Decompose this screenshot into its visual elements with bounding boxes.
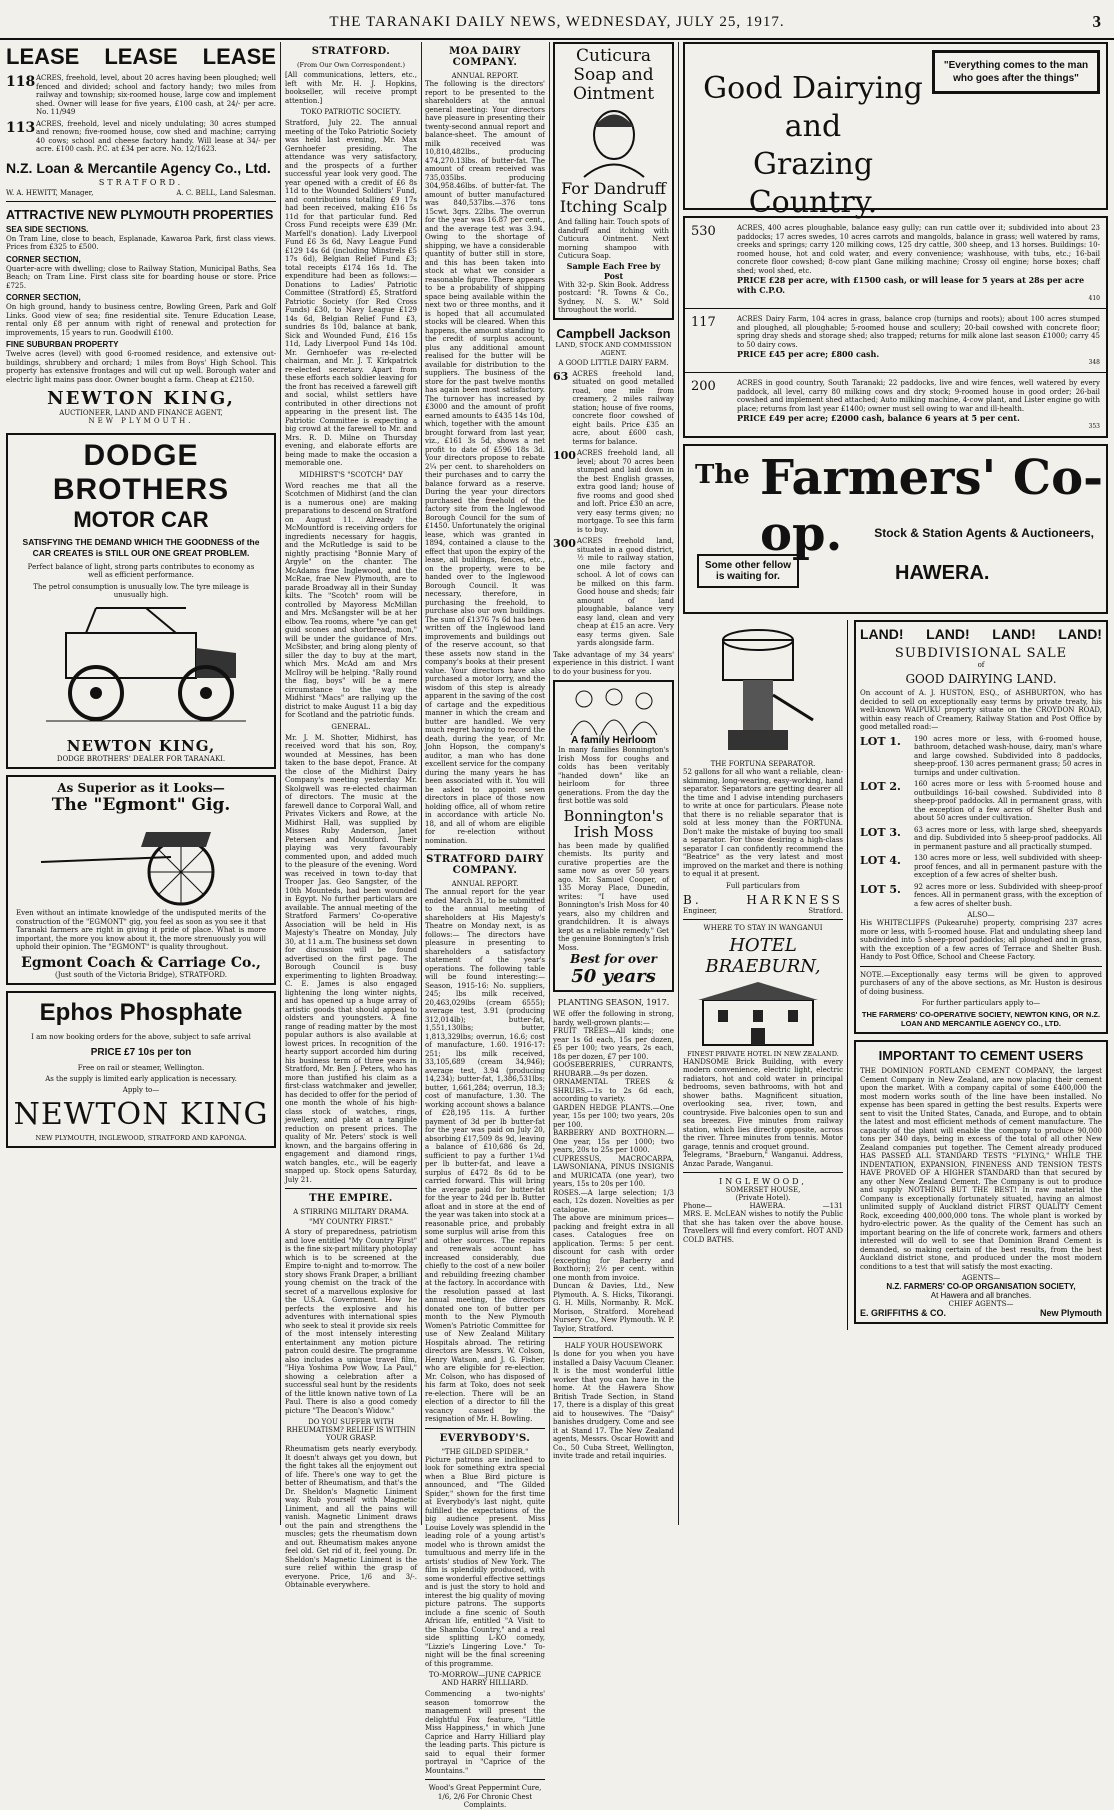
heading-line: and xyxy=(784,109,842,144)
egmont-title: The "Egmont" Gig. xyxy=(51,795,231,815)
column-1 xyxy=(6,42,276,1527)
land-word: LAND! xyxy=(1058,626,1102,642)
section-title: FINE SUBURBAN PROPERTY xyxy=(6,340,119,349)
ephos-towns: NEW PLYMOUTH, INGLEWOOD, STRATFORD AND KAPONGA. xyxy=(35,1133,247,1142)
separator-heading: THE FORTUNA SEPARATOR. xyxy=(710,760,816,768)
stratford-heading: STRATFORD. xyxy=(311,46,391,57)
lot-text: 63 acres more or less, with large shed, sheepyards and dip. Subdivided into 5 sheep-proof paddocks. All in permanent pasture and all practically stumped. xyxy=(914,825,1102,851)
lot-item xyxy=(860,735,1102,778)
farmers-coop-title: Farmers' Co-op. xyxy=(760,450,1104,562)
subheading: TOKO PATRIOTIC SOCIETY. xyxy=(301,108,401,116)
plant-item: CUPRESSUS, MACROCARPA, LAWSONIANA, PINUS INSIGNIS and MURICATA (one year), two years, 15s to 20s per 100. xyxy=(553,1154,674,1188)
hawera: HAWERA. xyxy=(895,562,990,584)
subheading: DO YOU SUFFER WITH RHEUMATISM? RELIEF IS WITHIN YOUR GRASP. xyxy=(286,1418,416,1442)
empire-heading: THE EMPIRE. xyxy=(309,1193,393,1204)
some-other-fellow: Some other fellow is waiting for. xyxy=(697,554,799,588)
egmont-gig-ad xyxy=(6,775,276,985)
inglewood-private: (Private Hotel). xyxy=(735,1194,791,1202)
listing-ref: 353 xyxy=(1088,423,1100,430)
dodge-line: Perfect balance of light, strong parts contributes to economy as well as efficient performance. xyxy=(27,563,255,579)
lease-item xyxy=(6,74,276,117)
dodge-line: The petrol consumption is unusually low. The tyre mileage is unusually high. xyxy=(33,583,249,599)
whitecliffs-text: His WHITECLIFFS (Pukearuhe) property, comprising 237 acres more or less, with 5-roomed house. Flat and undulating sheep land subdivided into 5 sheep-proof paddocks; all ploughed and in grass, with the exception of a few acres of Terrace and Shelter Bush. Handy to Post Office, School and Cheese Factory. xyxy=(860,919,1102,961)
acre-number: 100 xyxy=(553,449,576,462)
acre-number: 200 xyxy=(691,379,716,394)
dairy-listings xyxy=(683,216,1108,438)
agents-places: At Hawera and all branches. xyxy=(930,1291,1032,1300)
lower-right xyxy=(854,620,1108,1330)
everybodys-heading: EVERYBODY'S. xyxy=(439,1432,531,1444)
irish-moss-ad xyxy=(553,680,674,992)
lease-word: LEASE xyxy=(104,44,178,69)
company-name: N.Z. Loan & Mercantile Agency Co., Ltd. xyxy=(6,159,271,176)
heading-line: Grazing Country. xyxy=(748,147,878,220)
lot-item xyxy=(860,854,1102,880)
lease-word: LEASE xyxy=(202,44,276,69)
harkness-name xyxy=(683,893,843,907)
listing-ref: 410 xyxy=(1088,295,1100,302)
good-dairying-heading xyxy=(693,70,933,222)
dodge-subtitle: MOTOR CAR xyxy=(73,507,209,532)
lot-label: LOT 3. xyxy=(860,825,901,839)
column-5 xyxy=(683,42,1108,1527)
planting-agents: Duncan & Davies, Ltd., New Plymouth. A. S. Hicks, Tikorangi. G. H. Mills, Normanby. R. McK. Morison, Stratford. Morehead Nursery Co., New Plymouth. W. P. Taylor, Stratford. xyxy=(553,1282,674,1333)
column-2 xyxy=(285,42,418,1589)
masthead-title: THE TARANAKI DAILY NEWS, WEDNESDAY, JULY 25, 1917. xyxy=(329,14,785,30)
plant-item: FRUIT TREES—All kinds; one year 1s 6d each, 15s per dozen, £5 per 100; two years, 2s each, 18s per dozen, £7 per 100. xyxy=(553,1027,674,1061)
column-rule xyxy=(421,42,422,1525)
dodge-title: DODGE BROTHERS xyxy=(52,439,230,506)
subheading: TO-MORROW—JUNE CAPRICE AND HARRY HILLIARD. xyxy=(428,1671,542,1687)
article-text: Word reaches me that all the Scotchmen of Midhirst (and the clan is a numerous one) are making preparations to descend on Stratford on August 11. Already the McMountford is receiving orders for ingredients necessary for haggis, and the McRutledge is said to be nightly practising "Bonnie Mary of Argyle" on the chanter. The McAdams frae Inglewood, and the McRae, frae New Plymouth, are to parade Broadway all in their Sunday kilts. The "Scotch" room will be controlled by Mayoress McMillan and Mrs. McSangster will be at her elbow. Tea rooms, where "ye can get guid scones and shortbread, mon," will be under the guidance of Mrs. McSibster, and bring along plenty of siller the day to buy at the mart, which Mrs. McAd am and Mrs McIlroy will be helping. "Rally round the flag, boys" will be a mere circumstance to the way the Midhirst "Macs" are rallying up the district to make August 11 a big day for Scotland and the patriotic funds. xyxy=(285,481,418,719)
inglewood-house: SOMERSET HOUSE, xyxy=(725,1186,801,1194)
hotel-illustration xyxy=(683,980,833,1050)
dealer-sub: DODGE BROTHERS' DEALER FOR TARANAKI. xyxy=(56,755,226,763)
inglewood-phone-row xyxy=(683,1202,843,1210)
cement-heading: IMPORTANT TO CEMENT USERS xyxy=(878,1048,1084,1063)
column-3 xyxy=(425,42,546,1809)
listing-text: ACRES freehold land, situated in a good district, ½ mile to railway station, one mile factory and school. A lot of cows can be milked on this farm. Good house and sheds; fair amount of land ploughable, balance very easy land, clean and very cheap at £15 an acre. Very easy terms given. Sale yards alongside farm. xyxy=(577,537,674,647)
heading-line: Good Dairying xyxy=(703,71,923,106)
subheading: "MY COUNTRY FIRST." xyxy=(309,1218,393,1226)
land-intro: On account of A. J. HUSTON, ESQ., of ASHBURTON, who has decided to sell on exceptionally easy terms by private treaty, his well-known WAIPUKU property situate on the CROYDON ROAD, within easy reach of Creamery, Railway Station and Post Office by good metalled road:— xyxy=(860,689,1102,731)
cj-listing xyxy=(553,537,674,648)
lot-item xyxy=(860,883,1102,909)
listing-price: PRICE £45 per acre; £800 cash. xyxy=(737,349,880,359)
acre-number: 113 xyxy=(6,119,36,136)
subheading: A STIRRING MILITARY DRAMA. xyxy=(293,1208,409,1216)
section-text: On Tram Line, close to beach, Esplanade, Kawaroa Park, first class views. Prices from £325 to £500. xyxy=(6,234,276,251)
lot-item xyxy=(860,780,1102,823)
separator-text: 52 gallons for all who want a reliable, clean-skimming, long-wearing, easy-working, hand separator. Separators are getting dearer all the time and I advise intending purchasers to write at once for particulars. Please note that there is no reliable separator that is sold at less money than the FORTUNA. Don't make the mistake of buying too small a separator. For those desiring a high-class separator I can confidently recommend the "Beatrice" as the very latest and most improved on the market and there is nothing to equal it at present. xyxy=(683,768,843,878)
listing-text: ACRES Dairy Farm, 104 acres in grass, balance crop (turnips and roots); about 100 acres stumped and ploughed, all ploughable; 5-roomed house and scullery; 20-bail cowshed with concrete floor; spring dray sheds and storage shed; also trapped; returns for milk alone last season £1000; carry 45 to 50 dairy cows. xyxy=(737,315,1100,349)
housework-heading: HALF YOUR HOUSEWORK xyxy=(564,1342,663,1350)
footer-ad: Wood's Great Peppermint Cure, 1/6, 2/6 For Chronic Chest Complaints. xyxy=(428,1784,542,1809)
lot-label: LOT 1. xyxy=(860,734,901,748)
cuticura-ad xyxy=(553,42,674,320)
cj-listing xyxy=(553,449,674,534)
chief-agents-label: CHIEF AGENTS— xyxy=(948,1300,1014,1308)
column-rule xyxy=(280,42,281,1525)
dodge-brothers-ad xyxy=(6,433,276,769)
article-text: Stratford, July 22. The annual meeting of the Toko Patriotic Society was held last evening, Mr. Max Gernhoefer presiding. The attendance was very satisfactory, and the prospects of a further successful year look very good. The year opened with a credit of £6 8s 11d to the Wounded Soldiers' Fund, and contributions totalling £9 17s had been received, making £16 5s 11d for that particular fund. Red Cross Fund receipts were £39 (Mr. Marfell's donation). Lady Liverpool Fund £6 3s 6d, Navy League Fund £129 14s 6d (including Minstrels £5 17s 6d), Belgian Relief Fund £3; total receipts £174 16s 1d. The expenditure had been as follows:—Donations to Ladies' Patriotic Committee (Stratford) £5, Stratford Patriotic Society (for Red Cross Funds) £30, to Navy League £129 14s 6d, Belgian Relief Fund £3, sundries 8s 10d, balance at bank, Sick and Wounded Fund, £16 15s 11d, Lady Liverpool Fund 14s 10d. Mr. Gernhoefer was re-elected chairman, and Mr. J. T. Kirkpatrick re-elected secretary. Apart from these efforts each soldier leaving for the front has received a farewell gift and social, whilst settlers have contributed in other directions not appearing in the present list. The Patriotic Committee is expecting a big crowd at the farewell to Mr. and Mrs. R. D. Milne on Thursday evening, and elaborate efforts are being made to make the occasion a memorable one. xyxy=(285,119,417,467)
chief-agents-row xyxy=(860,1308,1102,1318)
inglewood-heading: INGLEWOOD, xyxy=(719,1177,807,1186)
ephos-title: Ephos Phosphate xyxy=(39,998,243,1026)
everything-comes-box: "Everything comes to the man who goes after the things" xyxy=(932,50,1100,94)
cj-sub: LAND, STOCK AND COMMISSION AGENT. xyxy=(555,340,672,357)
irish-moss-title: Bonnington's Irish Moss xyxy=(563,806,664,841)
land-heading xyxy=(860,626,1102,642)
campbell-jackson-ad xyxy=(553,326,674,677)
ephos-apply: Apply to— xyxy=(122,1085,160,1094)
irish-moss-text: has been made by qualified chemists. Its purity and curative properties are the same now as over 50 years ago. Mr. Samuel Cooper, of 135 Moray Place, Dunedin, writes: "I have used Bonnington's Irish Moss for 40 years, also my children and grandchildren. It is always kept as a reliable remedy." Get the genuine Bonnington's Irish Moss. xyxy=(558,841,669,952)
ephos-price: PRICE £7 10s per ton xyxy=(90,1046,192,1058)
lot-label: LOT 2. xyxy=(860,780,901,793)
also-label: ALSO— xyxy=(967,911,995,919)
planting-intro: WE offer the following in strong, hardy, well-grown plants:— xyxy=(553,1010,674,1027)
cuticura-title: Cuticura Soap and Ointment xyxy=(572,46,655,104)
dairy-listing xyxy=(685,373,1106,436)
listing-text: ACRES freehold land, all level; about 70 acres been stumped and laid down in the best English grasses, extra good land; house of five rooms and good shed and loft. Price £30 an acre, very easy terms given; no mortgage. To see this farm is to buy. xyxy=(577,449,674,534)
ephos-name: NEWTON KING xyxy=(13,1096,269,1132)
fifty-years: 50 years xyxy=(571,966,656,987)
chief-agents-name: E. GRIFFITHS & CO. xyxy=(860,1308,947,1318)
plant-item: GOOSEBERRIES, CURRANTS, RHUBARB.—9s per dozen. xyxy=(553,1061,674,1078)
of-word: of xyxy=(977,661,985,669)
harkness-initial: B. xyxy=(683,892,702,907)
planting-heading: PLANTING SEASON, 1917. xyxy=(557,998,670,1007)
egmont-text: Even without an intimate knowledge of the undisputed merits of the construction of the "EGMONT" gig, you feel as soon as you see it that Taranaki farmers are right in giving it pride of place. What is more important, the more you know about it, the more strenuously you will uphold their opinion. The "EGMONT" is quality throughout. xyxy=(16,909,266,951)
cj-title: Campbell Jackson xyxy=(556,325,671,341)
notice: [All communications, letters, etc., left with Mr. H. J. Hopkins, bookseller, will receive prompt attention.] xyxy=(285,71,417,105)
agents-label: AGENTS— xyxy=(961,1274,1001,1282)
subheading: GENERAL. xyxy=(331,722,371,731)
engineer-label: Engineer, xyxy=(683,906,717,915)
cuticura-sample: Sample Each Free by Post xyxy=(566,260,661,281)
ephos-line: As the supply is limited early application is necessary. xyxy=(45,1074,237,1083)
phone-town: HAWERA. xyxy=(749,1202,786,1210)
section-text: Quarter-acre with dwelling; close to Railway Station, Municipal Baths, Sea Beach; on Tram Line. First class site for boarding house or store. Price £725. xyxy=(6,264,276,290)
woman-illustration xyxy=(559,107,669,177)
egmont-address: (Just south of the Victoria Bridge), STRATFORD. xyxy=(55,970,227,979)
the-word: The xyxy=(695,460,750,490)
section-title: CORNER SECTION, xyxy=(6,293,81,302)
egmont-company: Egmont Coach & Carriage Co., xyxy=(21,954,261,971)
full-particulars: Full particulars from xyxy=(726,881,800,890)
byline: (From Our Own Correspondent.) xyxy=(296,61,406,69)
article-text: Commencing a two-nights' season tomorrow the management will present the delightful Fox feature, "Little Miss Happiness," in which June Caprice and Harry Hilliard play the leading parts. This picture is said to equal their former portrayal in "Caprice of the Mountains." xyxy=(425,1690,545,1775)
plant-item: ORNAMENTAL TREES & SHRUBS.—1s to 2s 6d each, according to variety. xyxy=(553,1078,674,1103)
phone-number: —131 xyxy=(822,1202,843,1210)
properties-ad xyxy=(6,208,276,426)
lease-ad xyxy=(6,44,276,202)
lot-text: 92 acres more or less. Subdivided with sheep-proof fences. All in permanent grass, with the exception of a few acres of shelter bush. xyxy=(914,882,1102,908)
ephos-line: I am now booking orders for the above, subject to safe arrival xyxy=(31,1032,251,1041)
stratford-dairy-heading: STRATFORD DAIRY COMPANY. xyxy=(426,854,544,876)
hotel-name: HOTEL BRAEBURN, xyxy=(705,934,821,977)
article-text: The annual report for the year ended March 31, to be submitted to the annual meeting of shareholders at His Majesty's Theatre on Monday next, is as follows:— The directors have pleasure in presenting to shareholders a satisfactory statement of the year's operations. The following table will be found interesting:— Season, 1915-16: No. suppliers, 245; lbs milk received, 20,463,029lbs (cream 6555); average test, 3.91 (producing 312,014lb); butter-fat, 1,551,130lbs; butter, 1,813,329lbs; overrun, 16.6; cost of manufacture, 1.60. 1916-17: 251; lbs milk received, 33,105,689 (cream 34,946); average test, 3.94 (producing 14,234); butter-fat, 1,386,531lbs; butter, 1,661,284; overrun, 18.3; cost of manufacture, 1.30. The working account shows a balance of £28,195 11s. A further payment of 3d per lb butter-fat for the year was paid on July 20, absorbing £17,509 8s 9d, leaving a balance of £10,686 6s 2d, sufficient to pay a further 1¼d per lb butter-fat, and leave a surplus of £472 8s 6d to be carried forward. This will bring the average paid for butter-fat for the year to 24d per lb. Butter afloat and in store at the end of the year was taken into stock at a reasonable price, and probably some surplus will arise from this and other sources. The repairs and renewals account has increased considerably, due chiefly to the cost of a new boiler and rebuilding freezing chamber at the factory. In accordance with the resolution passed at last annual meeting, the directors donated one ton of butter per month to the New Plymouth Women's Patriotic Committee for use of New Zealand Military Hospitals abroad. The retiring directors are Messrs. W. Colson, Henry Watson, and J. G. Fisher, who are eligible for re-election. Mr. Colson, who has disposed of his farm at Toko, does not seek re-election. There will be an election of a director to fill the vacancy caused by the resignation of Mr. H. Bowling. xyxy=(425,888,546,1423)
column-rule xyxy=(549,42,550,1525)
listing-text: ACRES, 400 acres ploughable, balance easy gully; can run cattle over it; subdivided into about 23 paddocks; 17 acres swedes, 10 acres carrots and mangolds, balance in grass; well watered by rams, creeks and springs; carry 120 milking cows, 125 dry cattle, 300 sheep, and 13 horses. Buildings: 10-roomed house, hot and cold water, and every convenience; washhouse, with tubs, etc.; 16-bail concrete floor cowshed; 8-cow plant Gane milking machine; Crossy oil engine; horse boxes; chaff shed; wool shed, etc. xyxy=(737,224,1100,275)
lot-text: 190 acres more or less, with 6-roomed house, bathroom, detached wash-house, dairy, man's whare and large cowshed. Subdivided into 8 paddocks, sheep-proof. 130 acres permanent grass; 50 acres in turnips and under cultivation. xyxy=(914,734,1102,777)
lease-text: ACRES, freehold, level, about 20 acres having been ploughed; well fenced and divided; school and factory handy; two miles from railway and township; six-roomed house, large cow and implement shed. Owner will lease for five years, £100 cash, at 24/- per acre. No. 11/949 xyxy=(36,74,276,116)
heirloom-text: In many families Bonnington's Irish Moss for coughs and colds has been veritably "handed down" like an heirloom for three generations. From the day the first bottle was sold xyxy=(558,746,669,805)
cement-text: THE DOMINION FORTLAND CEMENT COMPANY, the largest Cement Company in New Zealand, are now placing their cement upon the market. With a company capital of some £400,000 the most modern works south of the line have been installed. No expense has been spared in getting the best results. Experts were sent to visit the United States, Canada, and Europe, and to obtain the latest and most efficient methods of cement manufacture. The capacity of the plant will enable the company to produce 90,000 tons per 340 days, being in excess of the total of all other New Zealand companies put together. The Cement already produced HAS PASSED ALL STANDARD TESTS "FLYING," WHILE THE INDENTATION, EXPANSION, FINENESS AND TENSION TESTS HAVE PROVED OF A HIGHER STANDARD than that secured by any other New Zealand Cement. The Company is out to produce and supply NOTHING BUT THE BEST! In raw material the Company is exceptionally fortunately situated, having an almost unlimited supply of Auckland district FIRST QUALITY Cement Rock, exceeding 400,000,000 tons. The whole plant is worked by hydro-electric power. As the quality of the Cement has such an important bearing on the life of concrete work, farmers and others interested will do well to see that Dominion Brand Cement is demanded, so making certain of the best results, from the best Auckland district stone, and produced under the most modern conditions to a test that will satisfy the most exacting. xyxy=(860,1067,1102,1271)
agent-town: NEW PLYMOUTH. xyxy=(88,417,194,425)
land-word: LAND! xyxy=(992,626,1036,642)
plant-item: BARBERRY AND BOXTHORN.—One year, 15s per 1000; two years, 20s to 25s per 1000. xyxy=(553,1129,674,1154)
ephos-phosphate-ad xyxy=(6,991,276,1148)
listing-text: ACRES freehold land, situated on good metalled road, one mile from creamery, 2 miles railway station; house of five rooms, concrete floor cowshed of eight bails. Price £35 an acre, about £600 cash, terms for balance. xyxy=(572,369,674,446)
subheading: "THE GILDED SPIDER." xyxy=(441,1447,529,1456)
planting-note: The above are minimum prices—packing and freight extra in all cases. Catalogues free on application. Terms: 5 per cent. discount for cash with order (excepting for Barberry and Boxthorn); 2½ per cent. within one month from invoice. xyxy=(553,1214,674,1282)
gig-illustration xyxy=(31,817,251,907)
acre-number: 300 xyxy=(553,537,576,550)
section-text: Twelve acres (level) with good 6-roomed residence, and extensive out-buildings, shrubbery and orchard; 1 miles from Boys' High School. This property has extensive frontages and will cut up well. Borough water and electric light mains pass door. Owner bought a farm. Cheap at £2150. xyxy=(6,350,276,384)
lot-label: LOT 4. xyxy=(860,854,901,867)
phone-label: Phone— xyxy=(683,1202,713,1210)
best-for: Best for over xyxy=(570,952,657,966)
stock-station: Stock & Station Agents & Auctioneers, xyxy=(874,526,1094,540)
land-sale-ad xyxy=(854,620,1108,1034)
lot-text: 130 acres more or less, well subdivided with sheep-proof fences, and all in permanent pasture with the exception of a few acres of shelter bush. xyxy=(914,854,1102,879)
lease-heading xyxy=(6,44,276,70)
lot-label: LOT 5. xyxy=(860,882,901,896)
article-text: Rheumatism gets nearly everybody. It doesn't always get you down, but the fight takes all the enjoyment out of life. There's one way to get the better of Rheumatism, and that's the Dr. Sheldon's Magnetic Liniment way. Rub yourself with Magnetic Liniment, and all the pains will vanish. Magnetic Liniment draws out the pain and strengthens the muscles; gets the rheumatism down and out. Rheumatism makes anyone feel old. Get rid of it, feel young. Dr. Sheldon's Magnetic Liniment is the sure relief within the grasp of everyone. Price, 1/6 and 3/-. Obtainable everywhere. xyxy=(285,1445,417,1589)
land-word: LAND! xyxy=(860,626,904,642)
cuticura-text: And falling hair. Touch spots of dandruff and itching with Cuticura Ointment. Next morning shampoo with Cuticura Soap. xyxy=(558,218,669,260)
acre-number: 117 xyxy=(691,315,716,330)
cement-ad xyxy=(854,1040,1108,1324)
chief-agents-place: New Plymouth xyxy=(1039,1308,1102,1318)
housework-text: Is done for you when you have installed a Daisy Vacuum Cleaner. It is the most wonderful little worker that you can have in the home. At the Hawera Show British Trade Section, in Stand 17, there is a display of this great aid to housewives. The "Daisy" banishes drudgery. Come and see it at Stand 17. The New Zealand agents, Messrs. Oscar Howitt and Co., 50 Cuba Street, Wellington, invite trade and retail inquiries. xyxy=(553,1350,674,1460)
acre-number: 63 xyxy=(553,369,569,383)
listing-price: PRICE £28 per acre, with £1500 cash, or will lease for 5 years at 28s per acre with C.P.O. xyxy=(737,275,1085,295)
cj-listing xyxy=(553,370,674,447)
lower-section xyxy=(683,620,1108,1330)
plant-item: ROSES.—A large selection; 1/3 each, 12s dozen. Novelties as per catalogue. xyxy=(553,1188,674,1214)
section-text: On high ground, handy to business centre, Bowling Green, Park and Golf Links. Good view of sea; fine residential site. Tenure Education Lease, rental only £8 per annum with right of renewal and protection for improvements, 15 years to run. Goodwill £100. xyxy=(6,303,276,337)
lease-text: ACRES, freehold, level and nicely undulating; 30 acres stumped and renown; five-roomed house, cow shed and machine; carrying 40 cows; school and cheese factory handy. Will lease at 34/- per acre. £100 cash. P.C. at £34 per acre. No. 12/1623. xyxy=(36,119,276,153)
dairy-listing xyxy=(685,218,1106,309)
subdivisional-sale: SUBDIVISIONAL SALE xyxy=(894,646,1068,661)
lot-item xyxy=(860,826,1102,852)
listing-price: PRICE £49 per acre; £2000 cash, balance 6 years at 5 per cent. xyxy=(737,413,1020,423)
plant-item: GARDEN HEDGE PLANTS.—One year, 15s per 100; two years, 20s per 100. xyxy=(553,1103,674,1129)
apply-company: THE FARMERS' CO-OPERATIVE SOCIETY, NEWTON KING, OR N.Z. LOAN AND MERCANTILE AGENCY CO., LTD. xyxy=(861,1010,1101,1028)
hotel-sub: FINEST PRIVATE HOTEL IN NEW ZEALAND. xyxy=(687,1049,839,1058)
manager-name: W. A. HEWITT, Manager, xyxy=(6,188,94,197)
motor-car-illustration xyxy=(26,603,256,733)
egmont-pre: As Superior as it Looks— xyxy=(57,781,225,795)
agent-name: NEWTON KING, xyxy=(47,388,235,409)
wanganui-heading: WHERE TO STAY IN WANGANUI xyxy=(703,923,823,932)
lease-word: LEASE xyxy=(6,44,80,69)
dandruff-heading: For Dandruff Itching Scalp xyxy=(559,179,668,216)
separator-illustration xyxy=(683,620,833,760)
agents-name: N.Z. FARMERS' CO-OP ORGANISATION SOCIETY, xyxy=(886,1282,1076,1291)
section-title: CORNER SECTION, xyxy=(6,254,81,264)
lease-item xyxy=(6,120,276,154)
apply-label: For further particulars apply to— xyxy=(921,999,1041,1007)
subheading: ANNUAL REPORT. xyxy=(451,880,519,888)
farmers-coop-ad xyxy=(683,444,1108,614)
hotel-text: HANDSOME Brick Building, with every modern convenience, electric light, electric radiators, hot and cold water in principal bedrooms, seven bathrooms, with hot and shower baths. Magnificent situation, overlooking sea, river, town, and countryside. Five balconies open to sun and sea breezes. Five minutes from railway station, which lies directly opposite, across the river. Three minutes from tennis. Motor garage, tennis and croquet ground. xyxy=(683,1057,843,1151)
subheading: ANNUAL REPORT. xyxy=(451,72,519,80)
planting-ad xyxy=(553,998,674,1333)
listing-ref: 348 xyxy=(1088,359,1100,366)
company-town: STRATFORD. xyxy=(98,177,184,187)
column-rule xyxy=(678,42,679,1525)
salesman-name: A. C. BELL, Land Salesman. xyxy=(176,188,276,197)
lot-text: 160 acres more or less with 5-roomed house and outbuildings 16-bail cowshed. Subdivided into 8 sheep-proof paddocks. All in permanent grass, with the exception of a few acres of Shelter Bush and about 50 acres under cultivation. xyxy=(914,780,1102,822)
masthead xyxy=(0,0,1114,40)
land-word: LAND! xyxy=(926,626,970,642)
engineer-town: Stratford. xyxy=(808,906,843,915)
ephos-line: Free on rail or steamer, Wellington. xyxy=(77,1063,205,1072)
family-illustration xyxy=(559,685,669,735)
article-text: A story of preparedness, patriotism and love entitled "My Country First" is the fine six-part military photoplay which is to be screened at the Empire to-night and to-morrow. The story shows Frank Draper, a brilliant young chemist on the track of the secret of a marvellous explosive for the U.S.A. Government. How he perfects the explosive and his adventures with international spies who seek to steal it provide six reels of the most intensely interesting entertainment any motion picture patron could desire. The programme also includes a unique travel film, "Hiya Yoshima Pow Wow, La Paul," showing a celebration after a successful seal hunt by the residents of the little known native town of La Paul. There is also a good comedy picture "The Deacon's Widow." xyxy=(285,1228,417,1415)
heirloom-title: A family Heirloom xyxy=(571,735,656,746)
subheading: MIDHIRST'S "SCOTCH" DAY xyxy=(299,470,403,479)
dodge-tagline: SATISFYING THE DEMAND WHICH THE GOODNESS of the CAR CREATES is STILL OUR ONE GREAT PROBLEM. xyxy=(22,537,260,558)
article-text: The following is the directors' report to be presented to the shareholders at the annual general meeting: Your directors have pleasure in presenting their twenty-second annual report and balance-sheet. The amount of milk received was 10,810,482lbs., producing 474,270.13lbs. of butter-fat. The amount of cream received was 735,035lbs. producing 304,958.46lbs. of butter-fat. The amount of butter manufactured was 840,537lbs.—376 tons 15cwt. 3qrs. 22lbs. The overrun for the year was 16.87 per cent., and the average test was 3.94. Owing to the shortage of shipping, we have a considerable quantity of butter still in store, and this has been taken into stock at what we consider a reasonable figure. There appears to be a probability of shipping space being available within the next two or three months, and it is hoped that all accumulated stocks will be cleared. When this happens, the amount standing to the credit of surplus account, plus any additional amount realised for the butter will be available for distribution to the suppliers. The business of the store for the past twelve months has again been most satisfactory. The turnover has increased by £3000 and the amount of profit earned amounts to £435 14s 10d, which, together with the amount brought forward from last year, viz., £161 3s 5d, shows a net profit to date of £596 18s 3d. Your directors propose to rebate 2¼ per cent. to shareholders on their purchases and to carry the balance forward as a reserve. During the year your directors purchased the freehold of the factory site from the Inglewood Borough Council for the sum of £1450. Unfortunately the original lease, which was granted in 1894, contained a clause to the effect that upon the expiry of the lease, all buildings, fences, etc., on the property, were to be handed over to the Inglewood Borough Council. It was necessary, therefore, in purchasing the freehold, to purchase also our own buildings. The sum of £1376 7s 6d has been written off the Inglewood land improvements and buildings out of the reserve account, so that these assets now stand in the company's books at their present value. Your directors have also purchased a motor lorry, and the wisdom of this step is already apparent in the saving of the cost of cartage and the expeditious manner in which the cream and butter are handled. We very much regret having to record the death, during the year, of Mr. John Hopson, the company's auditor, a man who has done excellent service for the company during the many years he has been associated with it. You will be asked to appoint seven directors in place of those now holding office, all of whom retire in accordance with article No. 18, and all of whom are eligible for re-election without nomination. xyxy=(425,80,545,845)
article-text: Picture patrons are inclined to look for something extra special when a Blue Bird picture is announced, and "The Gilded Spider," shown for the first time at Everybody's last night, quite fulfilled the expectations of the big audience present. Miss Louise Lovely was splendid in the leading role of a young artist's model who is thrown amidst the tumultuous and merry life in the artists' studios of New York. The film is splendidly produced, with some wonderful effective settings and is just the story to hold and interest the big quality of moving picture patrons. The supports include a fine scenic of South African life, entitled "A Visit to the Shamba Country," and a real side splitting L-KO comedy, "Lizzie's Lingering Love." To-night will be the final screening of this programme. xyxy=(425,1455,545,1668)
moa-heading: MOA DAIRY COMPANY. xyxy=(449,46,521,68)
harkness-surname: HARKNESS xyxy=(746,892,843,907)
inglewood-text: MRS. E. McLEAN wishes to notify the Public that she has taken over the above house. Travellers will find every comfort. HOT AND COLD BATHS. xyxy=(683,1210,843,1244)
cuticura-address: With 32-p. Skin Book. Address postcard: "R. Towns & Co., Sydney, N. S. W." Sold throughout the world. xyxy=(558,280,669,314)
hotel-telegrams: Telegrams, "Braeburn," Wanganui. Address, Anzac Parade, Wanganui. xyxy=(683,1151,843,1168)
good-dairying-land: GOOD DAIRYING LAND. xyxy=(905,672,1057,686)
company-staff xyxy=(6,189,276,197)
good-dairying-ad xyxy=(683,42,1108,220)
cj-farm-heading: A GOOD LITTLE DAIRY FARM. xyxy=(558,358,669,367)
harkness-details xyxy=(683,907,843,915)
listing-text: ACRES in good country, South Taranaki; 22 paddocks, live and wire fences, well watered by every paddock, all level, carry 80 milking cows and dry stock; 9-roomed house in good order; 26-bail cowshed and implement shed attached; Auto milking machine, 4-cow plant, and Lister engine go with place; returns from last year £1400; owner must sell owing to war and ill-health. xyxy=(737,379,1100,413)
section-title: SEA SIDE SECTIONS. xyxy=(6,224,89,234)
column-4 xyxy=(553,42,674,1527)
dealer-name: NEWTON KING, xyxy=(66,737,216,755)
acre-number: 530 xyxy=(691,224,716,239)
land-note: NOTE.—Exceptionally easy terms will be given to approved purchasers of any of the above sections, as Mr. Huston is desirous of doing business. xyxy=(860,970,1102,996)
cj-note: Take advantage of my 34 years' experience in this district. I want to do your business for you. xyxy=(553,650,674,676)
page-number: 3 xyxy=(1092,12,1102,31)
dairy-listing xyxy=(685,309,1106,373)
properties-heading: ATTRACTIVE NEW PLYMOUTH PROPERTIES xyxy=(6,207,274,222)
lower-left xyxy=(683,620,848,1330)
article-text: Mr. J. M. Shotter, Midhirst, has received word that his son, Roy, wounded at Messines, has been taken to the base depot, France. At the close of the Midhirst Dairy Company's meeting yesterday Mr. Skolgwell was re-elected chairman of directors. The music at the farewell dance to Corporal Wall, and Privates Vickers and Rowe, at the Midhirst Hall, was supplied by Misses Ruby Anderson, Janet Petersen and Mountford. Their playing was very favourably commented upon, and added much to the pleasure of the evening. Word was received in town to-day that Trooper Jas. Geo Sangster, of the 10th Mounteds, had been wounded in Egypt. No further particulars are available. The annual meeting of the Stratford Farmers' Co-operative Association will be held in His Majesty's Theatre on Monday, July 30, at 11 a.m. The business set down for discussion will be found advertised on the first page. The Borough Council is busy experimenting to lighten Broadway. C. E. James is also engaged lightening the long winter nights, and has opened up a huge array of artistic goods that should appeal to oldsters and youngsters. A fine range of reading matter by the most popular authors is also available at lowest prices. In recognition of the hearty support accorded him during his business term of three years in Stratford, Mr. Ben J. Peters, who has more than justified his claim as a first-class watchmaker and jeweller, has decided to offer for the period of one month the whole of his high-class stock of watches, rings, jewellery, and plate at a tangible reduction on present prices. The quality of Mr. Peters' stock is well known, and the bargains offering in engagement and diamond rings, watch bangles, etc., will be eagerly snapped up. Stock opens Saturday, July 21. xyxy=(285,733,417,1184)
agent-sub: AUCTIONEER, LAND AND FINANCE AGENT, xyxy=(59,409,223,417)
acre-number: 118 xyxy=(6,74,36,90)
